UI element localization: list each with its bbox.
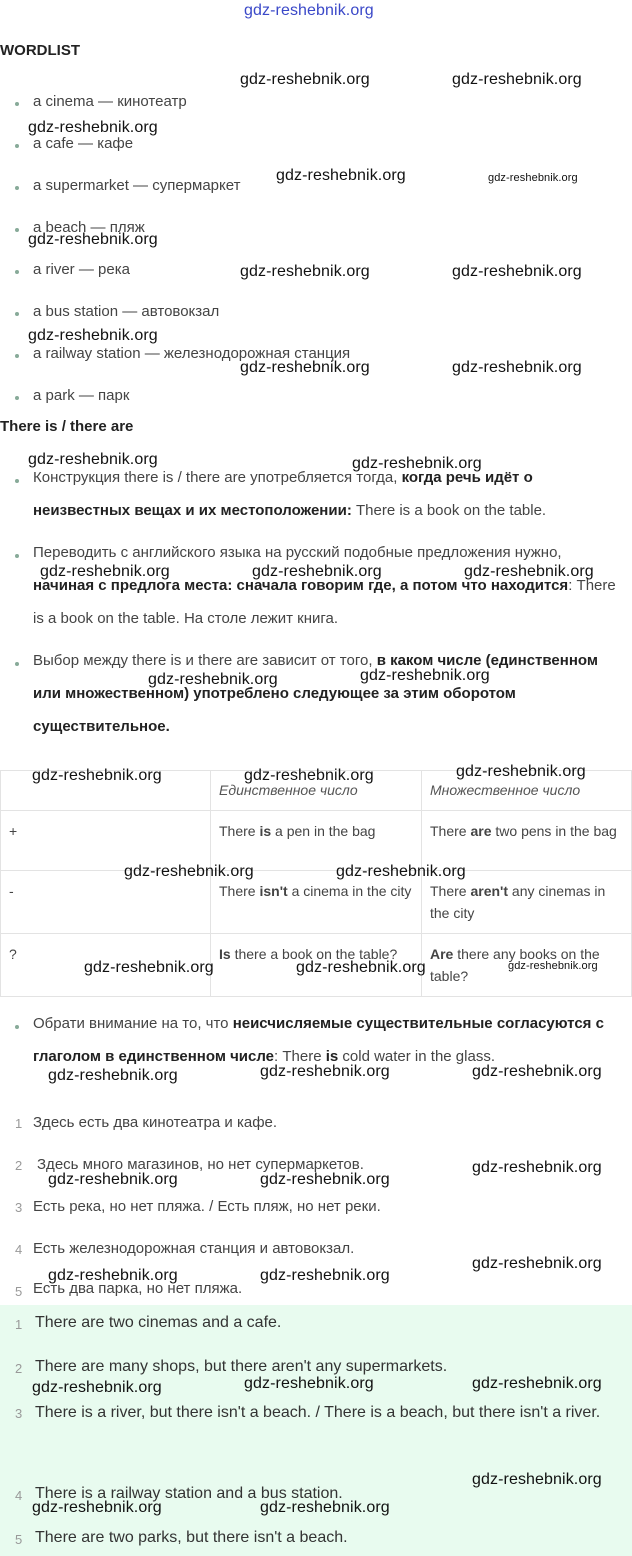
answer-text: There is a river, but there isn't a beach. / There is a beach, but there isn't a river. xyxy=(35,1404,601,1421)
table-header-plural: Множественное число xyxy=(422,771,632,811)
watermark-text: gdz-reshebnik.org xyxy=(260,1267,390,1284)
watermark-text: gdz-reshebnik.org xyxy=(260,1499,390,1516)
watermark-text: gdz-reshebnik.org xyxy=(240,71,370,88)
watermark-text: gdz-reshebnik.org xyxy=(28,119,158,136)
wordlist-item: a cinema — кинотеатр xyxy=(33,93,187,110)
answer-number: 4 xyxy=(15,1488,23,1503)
task-text: Есть железнодорожная станция и автовокзал. xyxy=(33,1240,355,1257)
watermark-text: gdz-reshebnik.org xyxy=(276,167,406,184)
table-cell: There isn't a cinema in the city xyxy=(211,871,422,934)
watermark-text: gdz-reshebnik.org xyxy=(48,1267,178,1284)
task-number: 2 xyxy=(15,1158,23,1173)
bullet-dot xyxy=(15,662,19,666)
table-cell: There aren't any cinemas in the city xyxy=(422,871,632,934)
answer-number: 3 xyxy=(15,1406,23,1421)
watermark-text: gdz-reshebnik.org xyxy=(28,231,158,248)
bullet-dot xyxy=(15,144,19,148)
watermark-text: gdz-reshebnik.org xyxy=(336,863,466,880)
watermark-text: gdz-reshebnik.org xyxy=(352,455,482,472)
watermark-text: gdz-reshebnik.org xyxy=(464,563,594,580)
watermark-text: gdz-reshebnik.org xyxy=(40,563,170,580)
table-row xyxy=(1,871,632,934)
watermark-text: gdz-reshebnik.org xyxy=(472,1063,602,1080)
watermark-text: gdz-reshebnik.org xyxy=(124,863,254,880)
answer-text: There are many shops, but there aren't any supermarkets. xyxy=(35,1358,448,1375)
watermark-text: gdz-reshebnik.org xyxy=(84,959,214,976)
watermark-text: gdz-reshebnik.org xyxy=(32,767,162,784)
watermark-text: gdz-reshebnik.org xyxy=(260,1063,390,1080)
task-text: Есть два парка, но нет пляжа. xyxy=(33,1280,243,1297)
answer-number: 5 xyxy=(15,1532,23,1547)
watermark-text: gdz-reshebnik.org xyxy=(28,451,158,468)
bullet-dot xyxy=(15,396,19,400)
table-cell: Is there a book on the table? xyxy=(211,934,422,997)
watermark-text: gdz-reshebnik.org xyxy=(32,1379,162,1396)
watermark-text: gdz-reshebnik.org xyxy=(260,1171,390,1188)
table-cell-sign: ? xyxy=(1,934,211,997)
watermark-text: gdz-reshebnik.org xyxy=(452,263,582,280)
task-text: Здесь есть два кинотеатра и кафе. xyxy=(33,1114,278,1131)
answer-text: There are two parks, but there isn't a beach. xyxy=(35,1529,348,1546)
grammar-title: There is / there are xyxy=(0,418,134,435)
header-watermark-link[interactable]: gdz-reshebnik.org xyxy=(244,2,374,19)
watermark-text: gdz-reshebnik.org xyxy=(32,1499,162,1516)
answer-text: There is a railway station and a bus station. xyxy=(35,1485,343,1502)
bullet-dot xyxy=(15,102,19,106)
watermark-text: gdz-reshebnik.org xyxy=(472,1471,602,1488)
watermark-text: gdz-reshebnik.org xyxy=(456,763,586,780)
wordlist-item: a river — река xyxy=(33,261,130,278)
watermark-text: gdz-reshebnik.org xyxy=(452,71,582,88)
bullet-dot xyxy=(15,270,19,274)
watermark-text: gdz-reshebnik.org xyxy=(472,1159,602,1176)
grammar-paragraph-3: Выбор между there is и there are зависит от того, в каком числе (единственном или множественном) употреблено следующее за этим оборотом существительное. xyxy=(33,652,598,735)
table-cell-sign: - xyxy=(1,871,211,934)
grammar-paragraph-2: Переводить с английского языка на русский подобные предложения нужно, начиная с предлога места: сначала говорим где, а потом что находится: There is a book on the table. На столе лежит книга. xyxy=(33,544,616,627)
watermark-text: gdz-reshebnik.org xyxy=(296,959,426,976)
watermark-text: gdz-reshebnik.org xyxy=(240,263,370,280)
table-header-singular: Единственное число xyxy=(211,771,422,811)
answers-panel xyxy=(0,1305,632,1556)
bullet-dot xyxy=(15,312,19,316)
bullet-dot xyxy=(15,186,19,190)
task-number: 1 xyxy=(15,1116,23,1131)
watermark-text: gdz-reshebnik.org xyxy=(508,960,598,972)
bullet-dot xyxy=(15,354,19,358)
watermark-text: gdz-reshebnik.org xyxy=(488,172,578,184)
answer-text: There are two cinemas and a cafe. xyxy=(35,1314,282,1331)
table-cell: There are two pens in the bag xyxy=(422,811,632,871)
wordlist-item: a beach — пляж xyxy=(33,219,145,236)
wordlist-title: WORDLIST xyxy=(0,42,80,59)
watermark-text: gdz-reshebnik.org xyxy=(148,671,278,688)
task-number: 4 xyxy=(15,1242,23,1257)
watermark-text: gdz-reshebnik.org xyxy=(48,1171,178,1188)
task-number: 5 xyxy=(15,1284,23,1299)
watermark-text: gdz-reshebnik.org xyxy=(472,1255,602,1272)
grammar-paragraph-4: Обрати внимание на то, что неисчисляемые существительные согласуются с глаголом в единственном числе: There is cold water in the glass. xyxy=(33,1015,604,1065)
watermark-text: gdz-reshebnik.org xyxy=(452,359,582,376)
watermark-text: gdz-reshebnik.org xyxy=(360,667,490,684)
watermark-text: gdz-reshebnik.org xyxy=(244,767,374,784)
wordlist-item: a railway station — железнодорожная станция xyxy=(33,345,351,362)
watermark-text: gdz-reshebnik.org xyxy=(244,1375,374,1392)
watermark-text: gdz-reshebnik.org xyxy=(48,1067,178,1084)
task-text: Здесь много магазинов, но нет супермаркетов. xyxy=(37,1156,364,1173)
wordlist-item: a supermarket — супермаркет xyxy=(33,177,241,194)
answer-number: 1 xyxy=(15,1317,23,1332)
watermark-text: gdz-reshebnik.org xyxy=(28,327,158,344)
watermark-text: gdz-reshebnik.org xyxy=(472,1375,602,1392)
task-text: Есть река, но нет пляжа. / Есть пляж, но нет реки. xyxy=(33,1198,381,1215)
table-cell: There is a pen in the bag xyxy=(211,811,422,871)
table-cell: Are there any books on the table? xyxy=(422,934,632,997)
bullet-dot xyxy=(15,479,19,483)
watermark-text: gdz-reshebnik.org xyxy=(240,359,370,376)
table-row xyxy=(1,811,632,871)
bullet-dot xyxy=(15,228,19,232)
answer-number: 2 xyxy=(15,1361,23,1376)
wordlist-item: a cafe — кафе xyxy=(33,135,134,152)
bullet-dot xyxy=(15,1025,19,1029)
table-cell-sign: + xyxy=(1,811,211,871)
bullet-dot xyxy=(15,554,19,558)
watermark-text: gdz-reshebnik.org xyxy=(252,563,382,580)
task-number: 3 xyxy=(15,1200,23,1215)
grammar-paragraph-1: Конструкция there is / there are употребляется тогда, когда речь идёт о неизвестных вещах и их местоположении: There is a book on the table. xyxy=(33,469,547,519)
wordlist-item: a bus station — автовокзал xyxy=(33,303,220,320)
wordlist-item: a park — парк xyxy=(33,387,130,404)
